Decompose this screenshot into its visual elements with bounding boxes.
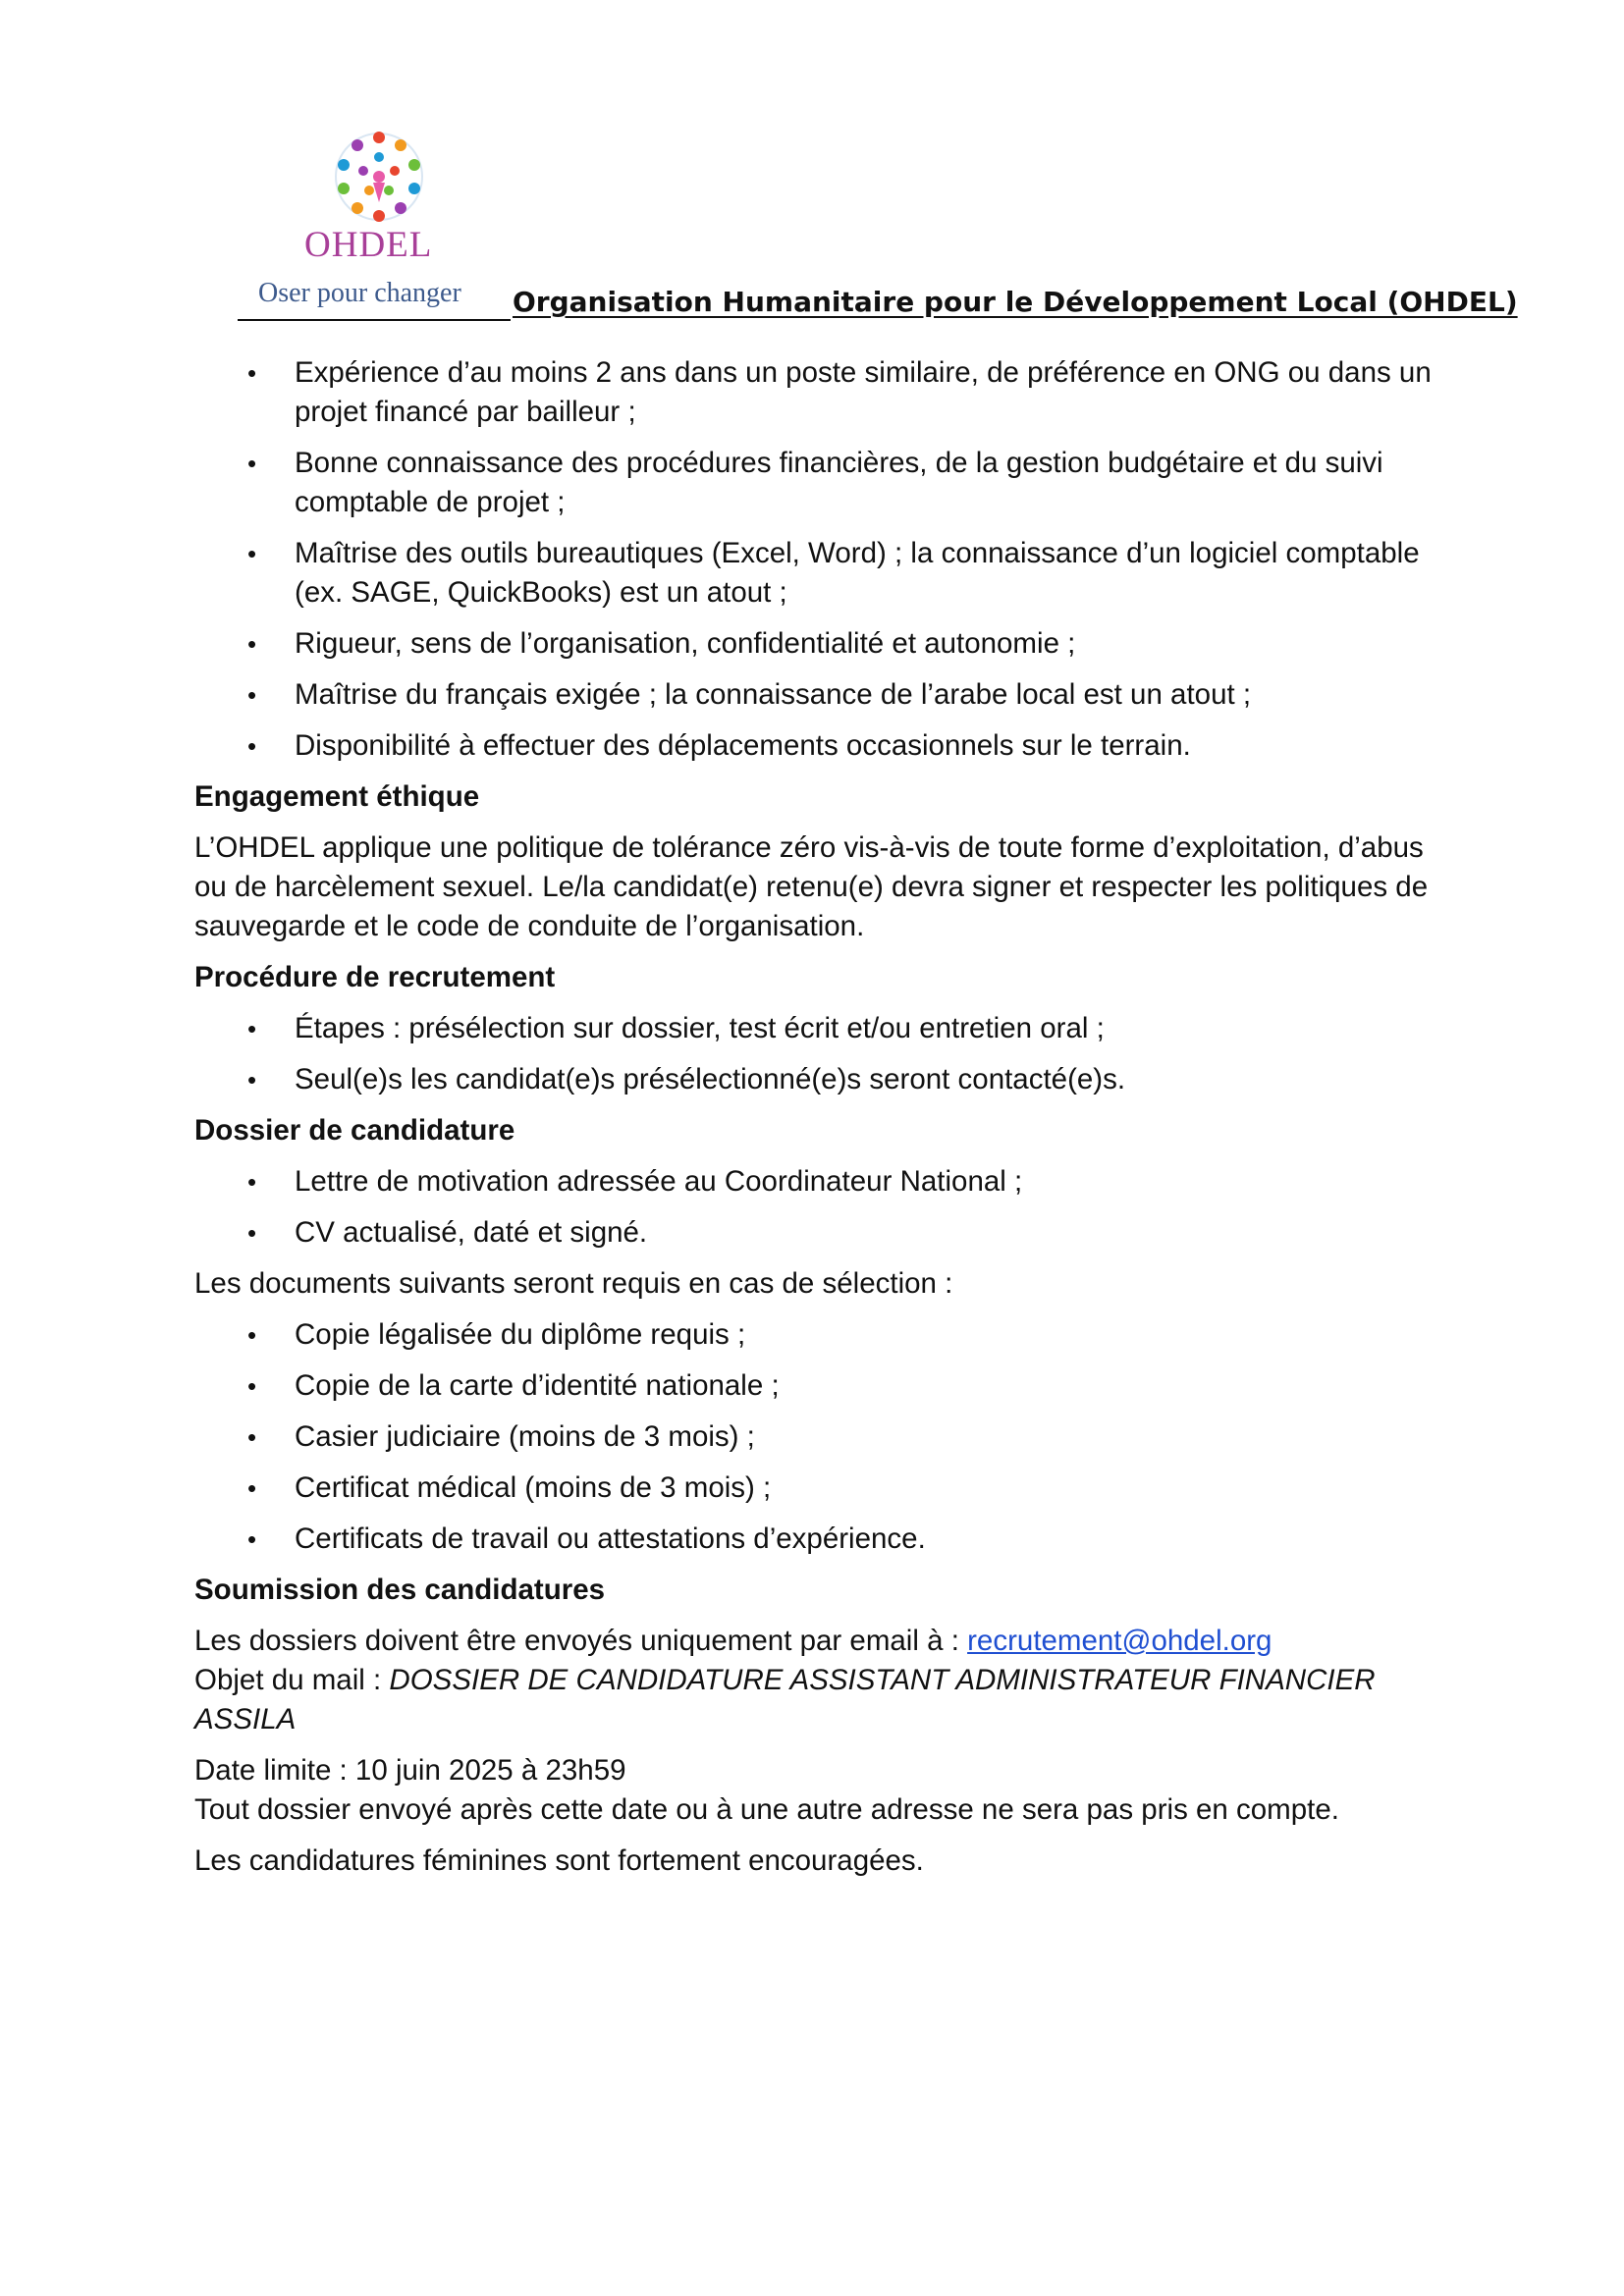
required-documents-list xyxy=(194,1315,1451,1559)
list-item: • Seul(e)s les candidat(e)s présélectionné(e)s seront contacté(e)s. xyxy=(194,1060,1451,1099)
list-item: • Copie de la carte d’identité nationale ; xyxy=(194,1366,1451,1406)
globe-people-icon xyxy=(330,128,428,226)
document-body xyxy=(194,353,1451,1893)
list-item: • Copie légalisée du diplôme requis ; xyxy=(194,1315,1451,1355)
list-item: • Certificats de travail ou attestations d’expérience. xyxy=(194,1520,1451,1559)
subject-value: DOSSIER DE CANDIDATURE ASSISTANT ADMINISTRATEUR FINANCIER ASSILA xyxy=(194,1664,1376,1735)
list-item: • Étapes : présélection sur dossier, test écrit et/ou entretien oral ; xyxy=(194,1009,1451,1048)
email-link[interactable]: recrutement@ohdel.org xyxy=(967,1625,1272,1657)
tagline: Oser pour changer xyxy=(258,278,461,308)
list-item: • Maîtrise des outils bureautiques (Excel, Word) ; la connaissance d’un logiciel comptable (ex. SAGE, QuickBooks) est un atout ; xyxy=(194,534,1451,613)
application-heading: Dossier de candidature xyxy=(194,1114,515,1147)
required-documents-intro: Les documents suivants seront requis en cas de sélection : xyxy=(194,1267,953,1300)
closing-note: Les candidatures féminines sont fortement encouragées. xyxy=(194,1844,924,1877)
brand-name: OHDEL xyxy=(304,225,433,265)
submission-heading: Soumission des candidatures xyxy=(194,1574,606,1606)
header-divider xyxy=(238,319,511,321)
list-item: • Casier judiciaire (moins de 3 mois) ; xyxy=(194,1417,1451,1457)
list-item: • Lettre de motivation adressée au Coordinateur National ; xyxy=(194,1162,1451,1201)
ethics-paragraph: L’OHDEL applique une politique de tolérance zéro vis-à-vis de toute forme d’exploitation, d’abus ou de harcèlement sexuel. Le/la candidat(e) retenu(e) devra signer et respecter les politiques de sauvegarde et le code de conduite de l’organisation. xyxy=(194,831,1429,942)
list-item: • Certificat médical (moins de 3 mois) ; xyxy=(194,1468,1451,1508)
list-item: • Disponibilité à effectuer des déplacements occasionnels sur le terrain. xyxy=(194,726,1451,766)
list-item: • CV actualisé, daté et signé. xyxy=(194,1213,1451,1253)
list-item: • Bonne connaissance des procédures financières, de la gestion budgétaire et du suivi comptable de projet ; xyxy=(194,444,1451,522)
rejection-note: Tout dossier envoyé après cette date ou à une autre adresse ne sera pas pris en compte. xyxy=(194,1793,1339,1826)
email-intro: Les dossiers doivent être envoyés uniquement par email à : xyxy=(194,1625,968,1657)
procedure-heading: Procédure de recrutement xyxy=(194,961,556,993)
subject-label: Objet du mail : xyxy=(194,1664,390,1696)
ethics-heading: Engagement éthique xyxy=(194,780,480,813)
organization-title: Organisation Humanitaire pour le Développement Local (OHDEL) xyxy=(513,286,1518,318)
list-item: • Maîtrise du français exigée ; la connaissance de l’arabe local est un atout ; xyxy=(194,675,1451,715)
deadline: Date limite : 10 juin 2025 à 23h59 xyxy=(194,1754,626,1787)
procedure-list xyxy=(194,1009,1451,1099)
list-item: • Rigueur, sens de l’organisation, confidentialité et autonomie ; xyxy=(194,624,1451,664)
profile-list xyxy=(194,353,1451,766)
list-item: • Expérience d’au moins 2 ans dans un poste similaire, de préférence en ONG ou dans un projet financé par bailleur ; xyxy=(194,353,1451,432)
application-list xyxy=(194,1162,1451,1253)
ohdel-logo xyxy=(295,128,491,299)
subject-line xyxy=(194,1661,1451,1739)
email-line xyxy=(194,1622,1451,1661)
